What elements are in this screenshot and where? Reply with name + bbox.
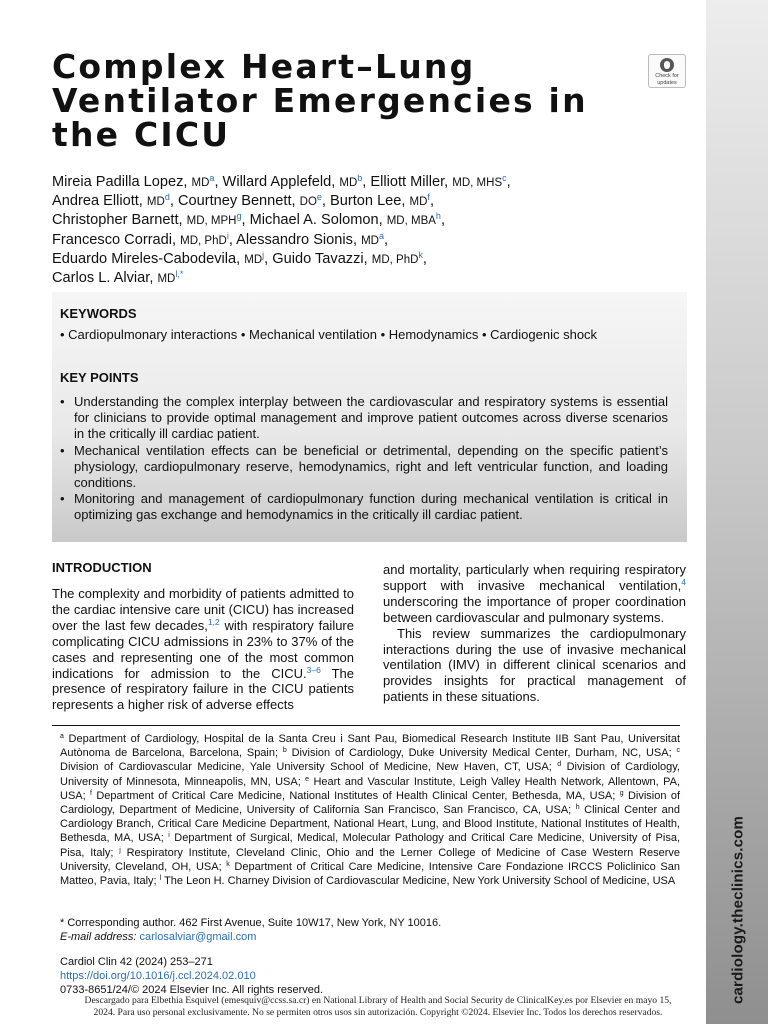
affiliation-link[interactable]: a: [378, 230, 384, 241]
affiliation: $^j$ Respiratory Institute, Cleveland Clinic, Ohio and the Lerner College of Medicine of Case Western Reserve University, Cleveland, OH, USA;: [60, 846, 681, 873]
email-line: [60, 930, 256, 944]
affiliation-link[interactable]: a: [209, 173, 215, 183]
author-degree: MD, MHS: [452, 177, 503, 189]
author-degree: MD, PhD: [371, 253, 419, 266]
affiliation: $^a$ Department of Cardiology, Hospital de la Santa Creu i Sant Pau, Biomedical Research Institute IIB Sant Pau, Universitat Autònoma de Barcelona, Barcelona, Spain;: [60, 733, 680, 760]
author: Christopher Barnett, MD, MPH$^g$,: [52, 211, 250, 229]
affiliation-link[interactable]: f: [427, 192, 430, 203]
citation-link[interactable]: 1,2: [207, 616, 220, 627]
author-degree: MD: [157, 273, 176, 286]
article-title: Complex Heart–Lung Ventilator Emergencies in the CICU: [52, 47, 588, 154]
email-link[interactable]: carlosalviar@gmail.com: [139, 931, 257, 943]
download-notice: [38, 995, 718, 1019]
affiliation-link[interactable]: j: [262, 249, 265, 260]
author-degree: MD, MBA: [386, 215, 436, 228]
key-points-list: [60, 394, 668, 524]
author-degree: MD, MPH: [186, 215, 237, 228]
keyword: Hemodynamics: [388, 327, 479, 342]
affiliation: $^e$ Heart and Vascular Institute, Leigh Valley Health Network, Allentown, PA, USA;: [60, 775, 680, 802]
keywords-keypoints-box: [52, 292, 687, 542]
key-point: • Understanding the complex interplay between the cardiovascular and respiratory systems is essential for clinicians to provide optimal management and improve patient outcomes across diverse scenarios in the critically ill cardiac patient.: [60, 394, 668, 443]
author: Andrea Elliott, $MD^d$,: [52, 192, 178, 210]
affiliation-link[interactable]: l,*: [175, 269, 184, 280]
author-degree: DO: [299, 196, 317, 209]
author-degree: MD: [409, 196, 428, 209]
citation-link[interactable]: 4: [681, 576, 686, 587]
author: Francesco Corradi, MD, PhD$^i$,: [52, 230, 237, 248]
affiliation: $^h$ Clinical Center and Cardiology Branch, Critical Care Medicine Department, National Heart, Lung, and Blood Institute, National Institutes of Health, Bethesda, MA, USA;: [60, 804, 680, 845]
author: Willard Applefeld, $MD^b$,: [222, 173, 371, 190]
download-notice-line-1: Descargado para Elbethia Esquivel (emesquiv@ccss.sa.cr) en National Library of Health and Social Security de ClinicalKey.es por Elsevier en mayo 15,: [84, 995, 672, 1006]
intro-column-right: [383, 562, 686, 705]
author-degree: MD: [191, 177, 210, 189]
affiliation: $^l$ The Leon H. Charney Division of Cardiovascular Medicine, New York University School of Medicine, USA: [159, 875, 676, 888]
check-updates-label-1: Check for: [655, 73, 679, 79]
affiliation: $^b$ Division of Cardiology, Duke University Medical Center, Durham, NC, USA;: [282, 747, 677, 760]
author-degree: MD: [146, 196, 165, 209]
check-updates-icon: [660, 58, 674, 72]
email-label: E-mail address:: [60, 931, 137, 943]
affiliation-link[interactable]: k: [418, 249, 423, 260]
affiliation: $^k$ Department of Critical Care Medicine, Intensive Care Fondazione IRCCS Policlinico San Matteo, Pavia, Italy;: [60, 860, 680, 888]
intro-paragraph-1a: The complexity and morbidity of patients admitted to the cardiac intensive care unit (CICU) has increased over the last few decades,$^{1,2}$ with respiratory failure complicating CICU admissions in 23% to 37% of the cases and representing one of the most common indications for admission to the CICU.$^{3-6}$ The presence of respiratory failure in the CICU patients represents a higher risk of adverse effects: [52, 586, 354, 713]
affiliation: $^g$ Division of Cardiology, Department of Medicine, University of California San Francisco, San Francisco, CA, USA;: [60, 789, 681, 817]
keyword: Mechanical ventilation: [249, 327, 377, 342]
keyword: Cardiopulmonary interactions: [68, 327, 238, 342]
author: Alessandro Sionis, $MD^a$,: [236, 230, 389, 248]
keyword: Cardiogenic shock: [490, 327, 598, 342]
affiliations: [60, 732, 680, 888]
intro-paragraph-1b: and mortality, particularly when requiring respiratory support with invasive mechanical ventilation,$^4$ underscoring the importance of proper coordination between cardiovascular and pulmonary systems.: [383, 562, 686, 625]
affiliation-link[interactable]: d: [164, 192, 170, 203]
keywords-heading: KEYWORDS: [60, 306, 137, 321]
author: Eduardo Mireles-Cabodevila, $MD^j$,: [52, 249, 273, 267]
download-notice-line-2: 2024. Para uso personal exclusivamente. No se permiten otros usos sin autorización. Copyright ©2024. Elsevier Inc. Todos los derechos reservados.: [93, 1007, 663, 1018]
author: Elliott Miller, MD, MHS$^c$,: [370, 173, 511, 190]
copyright-line: 0733-8651/24/© 2024 Elsevier Inc. All rights reserved.: [60, 984, 324, 996]
key-points-heading: KEY POINTS: [60, 370, 139, 385]
affiliation: $^d$ Division of Cardiology, University of Minnesota, Minneapolis, MN, USA;: [60, 761, 680, 788]
affiliation: $^i$ Department of Surgical, Medical, Molecular Pathology and Critical Care Medicine, University of Pisa, Pisa, Italy;: [60, 832, 681, 859]
citation-link[interactable]: 3–6: [306, 664, 321, 675]
key-point: • Monitoring and management of cardiopulmonary function during mechanical ventilation is critical in optimizing gas exchange and hemodynamics in the critically ill cardiac patient.: [60, 491, 668, 523]
keywords-list: • Cardiopulmonary interactions • Mechanical ventilation • Hemodynamics • Cardiogenic shock: [60, 327, 598, 342]
author: Burton Lee, $MD^f$,: [330, 192, 434, 210]
check-updates-label-2: updates: [657, 80, 677, 86]
introduction-heading: INTRODUCTION: [52, 560, 152, 575]
footnote-rule: [52, 725, 680, 726]
intro-column-left: [52, 586, 354, 713]
author-degree: MD, PhD: [180, 234, 227, 247]
author: Mireia Padilla Lopez, $MD^a$,: [52, 173, 223, 190]
citation-block: [60, 955, 323, 997]
key-point: • Mechanical ventilation effects can be beneficial or detrimental, depending on the specific patient’s physiology, cardiopulmonary reserve, hemodynamics, right and left ventricular function, and loading conditions.: [60, 443, 668, 492]
affiliation-link[interactable]: b: [357, 173, 363, 183]
author-degree: MD: [339, 177, 358, 189]
doi-link[interactable]: https://doi.org/10.1016/j.ccl.2024.02.010: [60, 970, 256, 982]
citation-journal: Cardiol Clin 42 (2024) 253–271: [60, 956, 213, 968]
journal-url[interactable]: cardiology.theclinics.com: [729, 815, 747, 1005]
corresponding-author: * Corresponding author. 462 First Avenue, Suite 10W17, New York, NY 10016.: [60, 917, 442, 929]
author-list: [52, 173, 672, 288]
author: Michael A. Solomon, MD, MBA$^h$,: [249, 211, 445, 229]
check-for-updates-button[interactable]: [648, 54, 686, 88]
author-degree: MD: [244, 253, 263, 266]
affiliation-link[interactable]: i: [226, 230, 229, 241]
affiliation-link[interactable]: h: [435, 211, 441, 222]
affiliation: $^f$ Department of Critical Care Medicine, National Institutes of Health Clinical Center, Bethesda, MA, USA;: [90, 789, 620, 802]
author: Guido Tavazzi, MD, PhD$^k$,: [272, 249, 427, 267]
affiliation: $^c$ Division of Cardiovascular Medicine, Yale University School of Medicine, New Haven, CT, USA;: [60, 747, 680, 774]
author: Courtney Bennett, $DO^e$,: [177, 192, 331, 210]
author-degree: MD: [361, 234, 379, 247]
affiliation-link[interactable]: c: [502, 173, 507, 183]
affiliation-link[interactable]: e: [316, 192, 322, 203]
intro-paragraph-2: This review summarizes the cardiopulmonary interactions during the use of invasive mechanical ventilation (IMV) in different clinical scenarios and provides insights for practical management of patients in these situations.: [383, 625, 686, 705]
affiliation-link[interactable]: g: [236, 211, 242, 222]
author: Carlos L. Alviar, $MD^{l,*}$: [52, 269, 184, 287]
